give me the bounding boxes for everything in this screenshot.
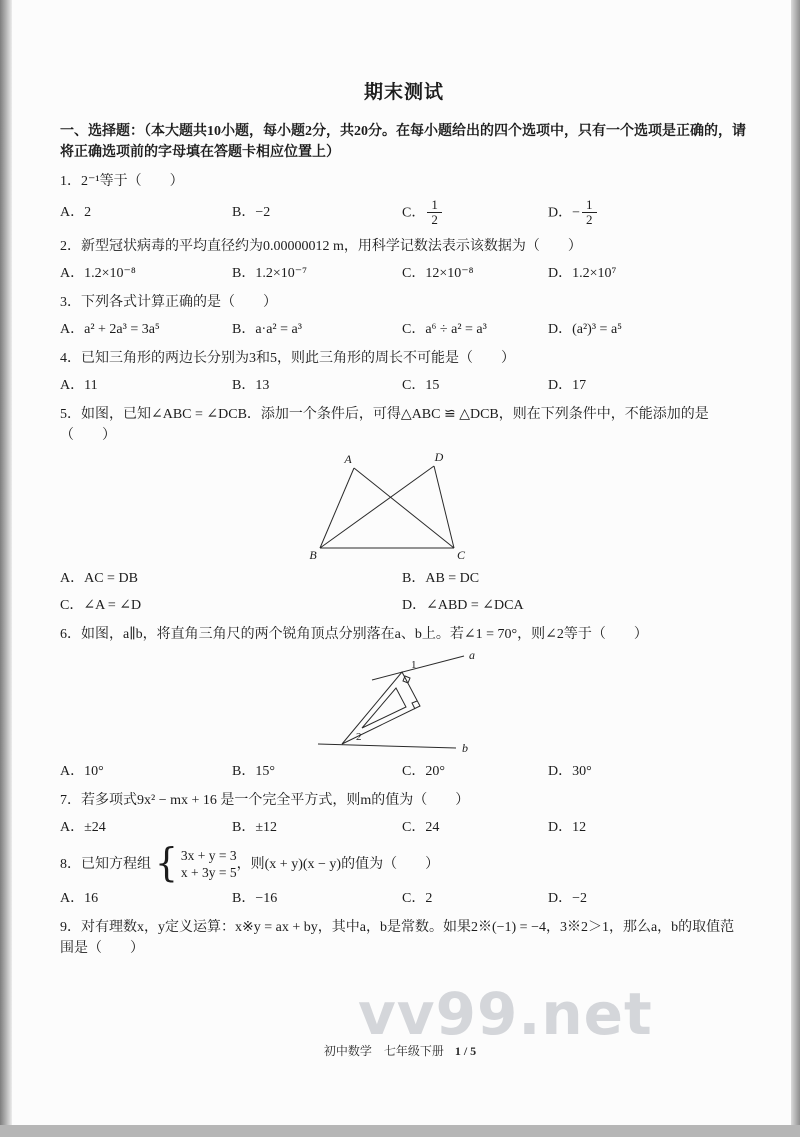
option-d: D．1.2×10⁷ (548, 266, 617, 282)
footer-page-number: 1 / 5 (454, 1044, 477, 1058)
edge-DC (434, 466, 454, 548)
question-5-figure (308, 452, 748, 562)
question-2-stem: 2．新型冠状病毒的平均直径约为0.00000012 m，用科学记数法表示该数据为（ ） (60, 239, 582, 255)
option-a: A．AC = DB (60, 571, 138, 587)
equation-system (181, 847, 237, 882)
question-8-stem (60, 841, 748, 887)
question-9-stem: 9．对有理数x，y定义运算：x※y = ax + by，其中a，b是常数。如果2※(−1) = −4，3※2＞1，那么a，b的取值范围是（ ） (60, 920, 735, 957)
fraction-denominator: 2 (586, 212, 593, 228)
option-b: B．15° (232, 764, 275, 780)
option-c: C．∠A = ∠D (60, 598, 142, 614)
option-b: B．−16 (232, 891, 278, 907)
option-c (402, 198, 548, 229)
page-edge-bottom (0, 1125, 800, 1137)
question-1-options (60, 198, 748, 229)
option-d: D．(a²)³ = a⁵ (548, 322, 623, 338)
option-c: C．12×10⁻⁸ (402, 266, 474, 282)
question-1-stem: 1．2⁻¹等于（ ） (60, 173, 184, 189)
equation-2: x + 3y = 5 (180, 865, 237, 881)
page-title: 期末测试 (363, 81, 444, 103)
q8-suffix: ，则(x + y)(x − y)的值为（ ） (236, 856, 440, 872)
option-a: A．10° (60, 764, 104, 780)
question-4-options (60, 375, 748, 396)
page-edge-left (0, 0, 12, 1137)
equation-1: 3x + y = 3 (180, 847, 237, 863)
document-content (60, 78, 748, 959)
vertex-label-D: D (434, 452, 444, 465)
question-5-options-row1 (60, 568, 748, 589)
question-3-options (60, 319, 748, 340)
option-d: D．17 (548, 378, 587, 394)
footer-text: 初中数学 七年级下册 (323, 1044, 444, 1058)
question-3-stem: 3．下列各式计算正确的是（ ） (60, 295, 277, 311)
vertex-label-B: B (309, 548, 317, 563)
question-7-options (60, 817, 748, 838)
option-d: D．30° (548, 764, 592, 780)
vertex-label-A: A (344, 452, 352, 467)
line-a-label: a (469, 649, 475, 663)
line-b (318, 744, 456, 748)
option-b: B．1.2×10⁻⁷ (232, 266, 308, 282)
angle-2-label: 2 (356, 731, 362, 744)
option-b: B．±12 (232, 820, 278, 836)
option-b: B．−2 (232, 205, 271, 221)
question-6-figure (314, 649, 748, 755)
fraction (582, 198, 597, 229)
option-d-prefix: D．− (548, 205, 581, 221)
fraction (427, 198, 442, 229)
option-a: A．a² + 2a³ = 3a⁵ (60, 322, 160, 338)
question-7-stem: 7．若多项式9x² − mx + 16 是一个完全平方式，则m的值为（ ） (60, 793, 470, 809)
watermark: vv99.net (358, 980, 653, 1048)
option-c: C．2 (402, 891, 433, 907)
option-c: C．20° (402, 764, 445, 780)
option-d (548, 198, 748, 229)
option-a: A．1.2×10⁻⁸ (60, 266, 136, 282)
option-d: D．12 (548, 820, 587, 836)
fraction-numerator: 1 (582, 198, 597, 214)
option-c: C．a⁶ ÷ a² = a³ (402, 322, 487, 338)
set-square-parallel-lines-figure (314, 649, 484, 755)
question-8-options (60, 888, 748, 909)
fraction-numerator: 1 (427, 198, 442, 214)
line-b-label: b (462, 741, 468, 756)
angle-1-label: 1 (411, 659, 417, 672)
option-b: B．a·a² = a³ (232, 322, 302, 338)
question-5-options-row2 (60, 595, 748, 616)
option-c: C．15 (402, 378, 440, 394)
option-d: D．∠ABD = ∠DCA (402, 598, 524, 614)
question-2-options (60, 263, 748, 284)
section-intro: 一、选择题：（本大题共10小题，每小题2分，共20分。在每小题给出的四个选项中，只有一个选项是正确的，请将正确选项前的字母填在答题卡相应位置上） (60, 123, 746, 160)
option-a: A．±24 (60, 820, 106, 836)
question-4-stem: 4．已知三角形的两边长分别为3和5，则此三角形的周长不可能是（ ） (60, 351, 515, 367)
page-footer (0, 1042, 800, 1059)
page-edge-right (791, 0, 800, 1137)
edge-AC (354, 468, 454, 548)
option-a: A．16 (60, 891, 99, 907)
system-brace: { (155, 841, 178, 887)
option-a: A．11 (60, 378, 98, 394)
option-c: C．24 (402, 820, 440, 836)
option-c-prefix: C． (402, 205, 426, 221)
option-a: A．2 (60, 205, 92, 221)
option-d: D．−2 (548, 891, 588, 907)
fraction-denominator: 2 (431, 212, 438, 228)
line-a (372, 656, 464, 680)
q8-prefix: 8．已知方程组 (60, 856, 151, 872)
crossed-triangles-figure (308, 452, 488, 562)
option-b: B．13 (232, 378, 270, 394)
question-5-stem: 5．如图，已知∠ABC = ∠DCB．添加一个条件后，可得△ABC ≌ △DCB，则在下列条件中，不能添加的是（ ） (60, 407, 709, 444)
question-6-stem: 6．如图，a∥b，将直角三角尺的两个锐角顶点分别落在a、b上。若∠1 = 70°，则∠2等于（ ） (60, 627, 648, 643)
question-6-options (60, 761, 748, 782)
option-b: B．AB = DC (402, 571, 480, 587)
vertex-label-C: C (456, 548, 466, 563)
